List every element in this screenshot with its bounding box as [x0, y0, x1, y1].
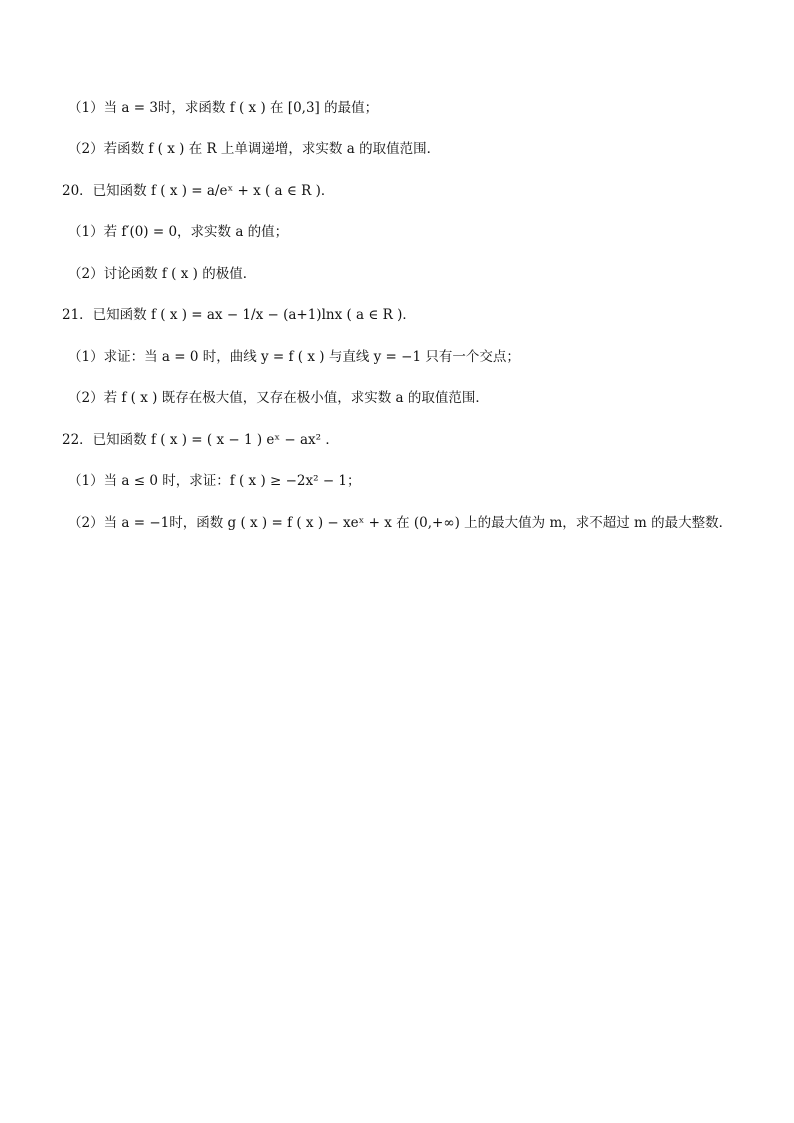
q20-part2: （2）讨论函数 f ( x ) 的极值．	[68, 266, 257, 282]
q22-part1: （1）当 a ≤ 0 时，求证：f ( x ) ≥ −2x² − 1；	[68, 473, 361, 489]
q21-part2: （2）若 f ( x ) 既存在极大值，又存在极小值，求实数 a 的取值范围．	[68, 390, 489, 406]
q19-part2: （2）若函数 f ( x ) 在 R 上单调递增，求实数 a 的取值范围．	[68, 141, 441, 157]
q21-stem: 21．已知函数 f ( x ) = ax − 1/x − (a+1)lnx ( a ∈ R )．	[62, 307, 416, 323]
q22-part2: （2）当 a = −1时，函数 g ( x ) = f ( x ) − xeˣ + x 在 (0,+∞) 上的最大值为 m，求不超过 m 的最大整数．	[68, 515, 733, 531]
q22-stem: 22．已知函数 f ( x ) = ( x − 1 ) eˣ − ax² ．	[62, 432, 339, 448]
q19-part1: （1）当 a = 3时，求函数 f ( x ) 在 [0,3] 的最值；	[68, 100, 379, 116]
q20-part1: （1）若 f′(0) = 0，求实数 a 的值；	[68, 224, 289, 240]
q20-stem: 20．已知函数 f ( x ) = a/eˣ + x ( a ∈ R )．	[62, 183, 335, 199]
q21-part1: （1）求证：当 a = 0 时，曲线 y = f ( x ) 与直线 y = −1 只有一个交点；	[68, 349, 520, 365]
